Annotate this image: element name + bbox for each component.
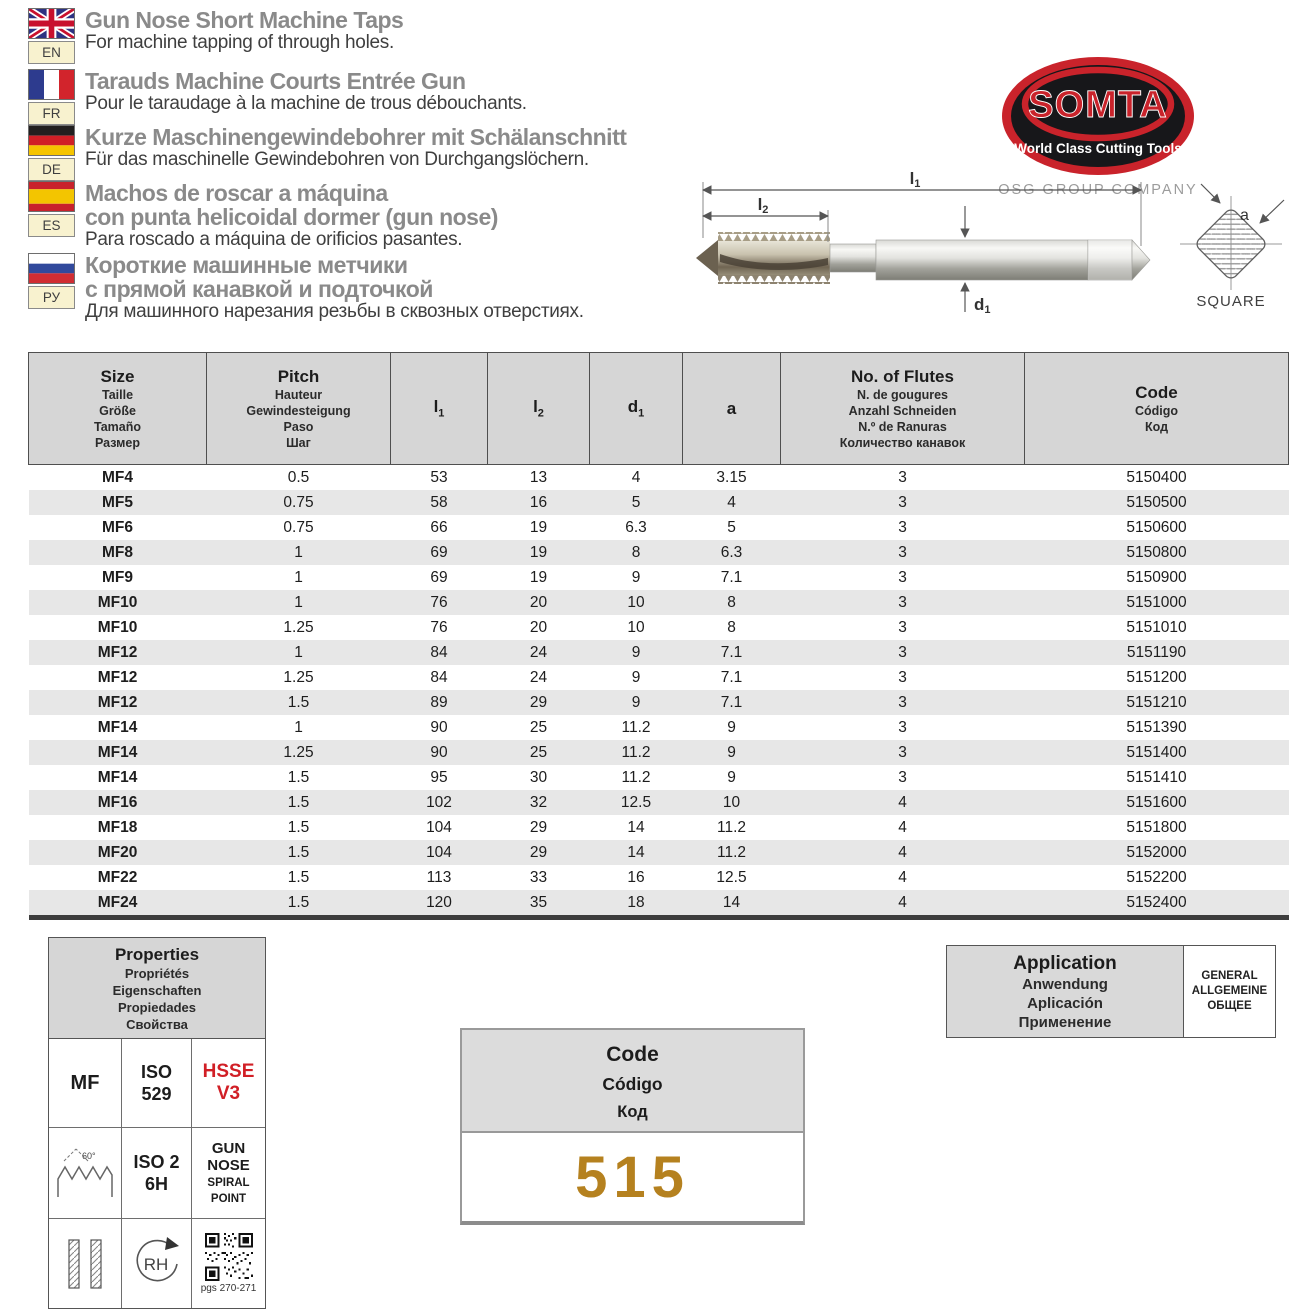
spec-cell-l1: 89 [430,694,448,711]
somta-logo-text: SOMTA [1028,84,1168,126]
spec-cell-code: 5151000 [1126,594,1187,611]
spec-cell-d1: 11.2 [621,719,651,736]
col-header-a: a [683,353,781,465]
dim-label-l2: l2 [757,195,769,216]
spec-cell-l1: 76 [430,619,448,636]
spec-cell-l2: 30 [529,769,548,786]
spec-cell-flutes: 3 [898,744,907,761]
product-subtitle-es: Para roscado a máquina de orificios pasantes. [85,229,463,250]
col-header-l1: $l_1$ [391,353,488,465]
col-header-size: Size Taille Größe Tamaño Размер [29,353,207,465]
spec-cell-l2: 29 [529,694,548,711]
spec-cell-pitch: 1.5 [287,869,310,886]
spec-cell-d1: 10 [627,594,645,611]
lang-code-label: РУ [28,286,75,309]
spec-table-row [29,565,1289,590]
spec-cell-a: 7.1 [720,569,743,586]
spec-cell-code: 5150800 [1126,544,1187,561]
product-subtitle-en: For machine tapping of through holes. [85,32,394,53]
col-header-l2: $l_2$ [488,353,590,465]
spec-cell-l1: 90 [430,719,448,736]
series-code-value: 515 [575,1144,690,1210]
product-subtitle-fr: Pour le taraudage à la machine de trous débouchants. [85,93,527,114]
lang-block-ru [28,253,584,323]
spec-cell-pitch: 1.25 [283,744,314,761]
spec-cell-d1: 5 [631,494,641,511]
tap-shank [876,240,1088,280]
spec-cell-l1: 58 [430,494,448,511]
spec-cell-size: MF12 [97,669,138,686]
spec-cell-size: MF8 [102,544,133,561]
spec-cell-pitch: 1.5 [287,794,310,811]
spec-cell-flutes: 4 [898,819,907,836]
spec-table [28,352,1289,920]
spec-table-row [29,465,1289,491]
spec-cell-flutes: 3 [898,494,907,511]
spec-cell-l2: 19 [529,569,548,586]
spec-cell-d1: 10 [627,619,645,636]
spec-table-row [29,715,1289,740]
property-point-style: GUN NOSE SPIRAL POINT [192,1128,265,1219]
property-thread-series: MF [49,1039,122,1128]
spec-cell-pitch: 1.5 [287,819,310,836]
spec-table-row [29,865,1289,890]
spec-cell-size: MF10 [97,619,138,636]
spec-cell-code: 5152000 [1126,844,1187,861]
spec-cell-size: MF18 [97,819,138,836]
application-header: Application Anwendung Aplicación Применение [946,945,1184,1038]
spec-cell-d1: 12.5 [620,794,652,811]
spec-cell-size: MF14 [97,744,138,761]
qr-caption: pgs 270-271 [200,1283,257,1294]
spec-cell-code: 5151800 [1126,819,1187,836]
product-title-es-2: con punta helicoidal dormer (gun nose) [85,204,498,230]
flag-uk-icon [28,8,75,39]
spec-cell-d1: 14 [627,819,645,836]
spec-table-row [29,790,1289,815]
spec-table-row [29,640,1289,665]
through-hole-icon [49,1219,122,1308]
spec-cell-pitch: 1 [294,569,303,586]
spec-cell-l2: 20 [529,594,548,611]
spec-cell-size: MF24 [29,890,207,918]
spec-cell-l1: 84 [430,669,448,686]
spec-cell-d1: 16 [627,869,645,886]
spec-cell-code: 5151010 [1126,619,1187,636]
spec-cell-l1: 95 [430,769,448,786]
lang-code-label: ES [28,214,75,237]
tap-dimension-drawing [688,170,1162,322]
application-box [946,945,1276,1038]
spec-cell-l2: 13 [529,469,548,486]
spec-cell-a: 6.3 [720,544,743,561]
spec-cell-d1: 11.2 [621,744,651,761]
spec-cell-pitch: 1.25 [283,619,314,636]
spec-cell-pitch: 1 [294,719,303,736]
spec-cell-l1: 120 [391,890,488,918]
spec-cell-size: MF12 [97,694,138,711]
spec-cell-pitch: 0.5 [287,469,310,486]
spec-table-row [29,690,1289,715]
product-title-fr: Tarauds Machine Courts Entrée Gun [85,68,466,94]
square-cross-section-diagram [1178,178,1300,312]
spec-table-header-row [29,353,1289,465]
spec-cell-d1: 9 [631,669,641,686]
spec-cell-d1: 14 [627,844,645,861]
spec-cell-l2: 29 [529,819,548,836]
property-tolerance: ISO 2 6H [122,1128,192,1219]
spec-table-row [29,740,1289,765]
spec-cell-l2: 16 [529,494,548,511]
spec-cell-a: 11.2 [716,844,747,861]
spec-cell-size: MF9 [102,569,133,586]
spec-cell-flutes: 3 [898,594,907,611]
qr-code [192,1219,265,1308]
spec-cell-flutes: 4 [898,794,907,811]
spec-cell-a: 4 [727,494,736,511]
spec-cell-flutes: 3 [898,719,907,736]
thread-profile-icon [49,1128,122,1219]
spec-cell-a: 7.1 [720,669,743,686]
spec-cell-a: 3.15 [716,469,747,486]
series-code-header: Code Código Код [462,1030,803,1133]
col-header-code: Code Código Код [1025,353,1289,465]
spec-cell-flutes: 3 [898,544,907,561]
spec-table-row [29,765,1289,790]
svg-text:60°: 60° [82,1151,96,1161]
spec-table-row [29,490,1289,515]
spec-cell-l2: 24 [529,669,548,686]
spec-cell-code: 5151190 [1126,644,1187,661]
spec-cell-flutes: 3 [898,694,907,711]
spec-cell-pitch: 1.5 [207,890,391,918]
lang-block-en [28,8,403,64]
spec-cell-pitch: 1.25 [283,669,314,686]
spec-cell-l2: 19 [529,544,548,561]
spec-cell-pitch: 1 [294,544,303,561]
spec-cell-l1: 76 [430,594,448,611]
spec-cell-code: 5150900 [1126,569,1187,586]
col-header-flutes: No. of Flutes N. de gougures Anzahl Schneiden N.º de Ranuras Количество канавок [781,353,1025,465]
osg-group-text: OSG GROUP COMPANY [998,182,1198,198]
spec-cell-flutes: 4 [898,844,907,861]
spec-cell-a: 9 [727,769,736,786]
spec-cell-d1: 18 [590,890,683,918]
spec-cell-a: 7.1 [720,644,743,661]
application-value: GENERAL ALLGEMEINE ОБЩЕЕ [1184,945,1276,1038]
lang-block-de [28,125,626,181]
spec-cell-l1: 69 [430,544,448,561]
spec-cell-l1: 104 [426,819,452,836]
spec-table-row [29,515,1289,540]
product-title-ru-1: Короткие машинные метчики [85,252,408,278]
lang-code-label: EN [28,41,75,64]
dim-label-l1: l1 [909,170,921,190]
product-title-de: Kurze Maschinengewindebohrer mit Schälanschnitt [85,124,627,150]
lang-block-fr [28,69,527,125]
dim-label-a: a [1240,207,1249,224]
spec-cell-l1: 90 [430,744,448,761]
spec-cell-d1: 8 [631,544,641,561]
spec-cell-flutes: 3 [898,569,907,586]
tap-thread-section [718,240,830,276]
spec-cell-size: MF22 [97,869,138,886]
spec-cell-a: 11.2 [716,819,747,836]
flag-russia-icon [28,253,75,284]
spec-cell-code: 5152200 [1126,869,1187,886]
spec-cell-size: MF14 [97,769,138,786]
spec-cell-code: 5151600 [1126,794,1187,811]
spec-cell-size: MF20 [97,844,138,861]
spec-cell-code: 5151210 [1126,694,1187,711]
spec-cell-l2: 24 [529,644,548,661]
spec-cell-l2: 25 [529,719,548,736]
spec-cell-a: 9 [727,719,736,736]
spec-table-row [29,615,1289,640]
spec-cell-l2: 20 [529,619,548,636]
spec-cell-l2: 19 [529,519,548,536]
spec-cell-a: 10 [722,794,741,811]
square-caption: SQUARE [1196,293,1266,310]
spec-cell-size: MF16 [97,794,138,811]
spec-cell-size: MF10 [97,594,138,611]
spec-cell-d1: 4 [631,469,641,486]
product-title-ru-2: с прямой канавкой и подточкой [85,276,433,302]
spec-cell-code: 5150600 [1126,519,1187,536]
properties-header: Properties Propriétés Eigenschaften Propiedades Свойства [49,938,265,1039]
spec-table-row [29,840,1289,865]
spec-cell-code: 5151410 [1126,769,1187,786]
tap-neck [830,244,876,272]
col-header-d1: $d_1$ [590,353,683,465]
spec-cell-flutes: 3 [898,769,907,786]
spec-cell-code: 5152400 [1025,890,1289,918]
product-title-en: Gun Nose Short Machine Taps [85,7,404,33]
spec-cell-d1: 11.2 [621,769,651,786]
spec-cell-l1: 66 [430,519,448,536]
spec-cell-size: MF4 [102,469,133,486]
spec-cell-l1: 69 [430,569,448,586]
spec-cell-a: 12.5 [716,869,747,886]
spec-cell-code: 5150400 [1126,469,1187,486]
spec-table-body [29,465,1289,918]
spec-cell-d1: 6.3 [625,519,647,536]
spec-cell-a: 5 [727,519,736,536]
spec-cell-code: 5151390 [1126,719,1187,736]
spec-cell-flutes: 3 [898,619,907,636]
spec-cell-flutes: 3 [898,519,907,536]
spec-cell-a: 8 [727,594,736,611]
property-standard: ISO 529 [122,1039,192,1128]
spec-cell-flutes: 3 [898,469,907,486]
spec-cell-code: 5150500 [1126,494,1187,511]
spec-cell-size: MF6 [102,519,133,536]
lang-block-es [28,181,498,251]
spec-cell-d1: 9 [631,694,641,711]
spec-cell-pitch: 0.75 [283,494,314,511]
product-title-es-1: Machos de roscar a máquina [85,180,388,206]
spec-table-row [29,540,1289,565]
spec-cell-pitch: 1.5 [287,844,310,861]
spec-cell-pitch: 1 [294,594,303,611]
product-subtitle-de: Für das maschinelle Gewindebohren von Durchgangslöchern. [85,149,589,170]
spec-table-row [29,590,1289,615]
svg-text:RH: RH [143,1254,168,1274]
spec-cell-flutes: 4 [898,869,907,886]
spec-table-row [29,890,1289,918]
right-hand-rotation-icon [122,1219,192,1308]
spec-cell-l2: 35 [488,890,590,918]
spec-cell-d1: 9 [631,569,641,586]
spec-cell-code: 5151400 [1126,744,1187,761]
spec-cell-l1: 104 [426,844,452,861]
product-subtitle-ru: Для машинного нарезания резьбы в сквозных отверстиях. [85,301,584,322]
spec-cell-a: 8 [727,619,736,636]
spec-cell-a: 7.1 [720,694,743,711]
somta-logo [1000,56,1196,176]
property-material: HSSE V3 [192,1039,265,1128]
square-section-shape [1194,207,1268,281]
spec-table-row [29,665,1289,690]
spec-cell-l2: 32 [529,794,548,811]
spec-cell-l2: 25 [529,744,548,761]
series-code-box [460,1028,805,1225]
spec-cell-size: MF14 [97,719,138,736]
spec-cell-l2: 29 [529,844,548,861]
tap-nose [696,240,718,276]
lang-code-label: DE [28,158,75,181]
properties-box [48,937,266,1309]
spec-cell-pitch: 0.75 [283,519,314,536]
spec-cell-pitch: 1.5 [287,769,310,786]
spec-table-row [29,815,1289,840]
dim-label-d1: d1 [974,295,991,316]
spec-cell-flutes: 4 [781,890,1025,918]
spec-cell-flutes: 3 [898,644,907,661]
spec-cell-l1: 102 [426,794,452,811]
spec-cell-l1: 84 [430,644,448,661]
flag-france-icon [28,69,75,100]
spec-cell-d1: 9 [631,644,641,661]
spec-cell-code: 5151200 [1126,669,1187,686]
spec-cell-size: MF12 [97,644,138,661]
flag-germany-icon [28,125,75,156]
spec-cell-size: MF5 [102,494,133,511]
spec-cell-l1: 113 [426,869,452,886]
spec-cell-a: 14 [683,890,781,918]
spec-cell-l2: 33 [529,869,548,886]
spec-cell-pitch: 1.5 [287,694,310,711]
somta-tagline: World Class Cutting Tools [1014,141,1182,156]
spec-cell-flutes: 3 [898,669,907,686]
spec-cell-a: 9 [727,744,736,761]
spec-cell-l1: 53 [430,469,448,486]
spec-cell-pitch: 1 [294,644,303,661]
col-header-pitch: Pitch Hauteur Gewindesteigung Paso Шаг [207,353,391,465]
flag-spain-icon [28,181,75,212]
lang-code-label: FR [28,102,75,125]
